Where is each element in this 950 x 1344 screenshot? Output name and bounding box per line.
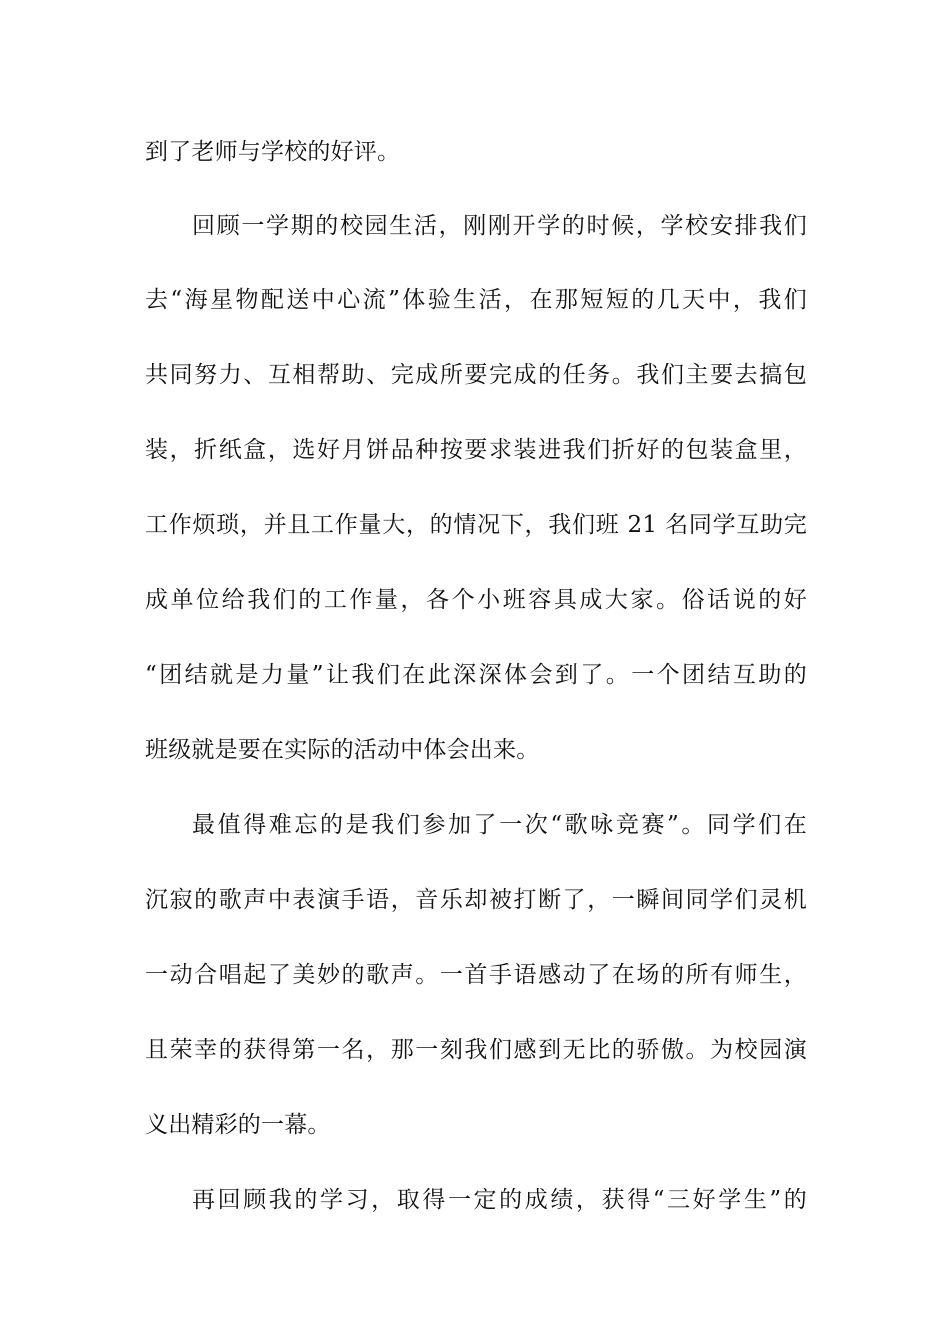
text-line: 班级就是要在实际的活动中体会出来。	[145, 737, 540, 763]
text-line: 装，折纸盒，选好月饼品种按要求装进我们折好的包装盒里，	[145, 437, 807, 463]
text-line: 共同努力、互相帮助、完成所要完成的任务。我们主要去搞包	[145, 362, 807, 388]
text-line: 且荣幸的获得第一名，那一刻我们感到无比的骄傲。为校园演	[145, 1037, 807, 1063]
text-line: 沉寂的歌声中表演手语，音乐却被打断了，一瞬间同学们灵机	[145, 887, 807, 913]
text-line: 去“海星物配送中心流”体验生活，在那短短的几天中，我们	[145, 287, 807, 313]
paragraph-first-line: 再回顾我的学习，取得一定的成绩，获得“三好学生”的	[192, 1187, 807, 1213]
paragraph-first-line: 回顾一学期的校园生活，刚刚开学的时候，学校安排我们	[192, 213, 807, 239]
text-line: “团结就是力量”让我们在此深深体会到了。一个团结互助的	[145, 662, 807, 688]
text-line: 一动合唱起了美妙的歌声。一首手语感动了在场的所有师生，	[145, 962, 807, 988]
text-line: 成单位给我们的工作量，各个小班容具成大家。俗话说的好	[145, 587, 807, 613]
text-line: 义出精彩的一幕。	[145, 1112, 331, 1138]
text-line: 工作烦琐，并且工作量大，的情况下，我们班 21 名同学互助完	[145, 512, 807, 538]
text-line: 到了老师与学校的好评。	[145, 139, 401, 165]
paragraph-first-line: 最值得难忘的是我们参加了一次“歌咏竞赛”。同学们在	[192, 812, 807, 838]
